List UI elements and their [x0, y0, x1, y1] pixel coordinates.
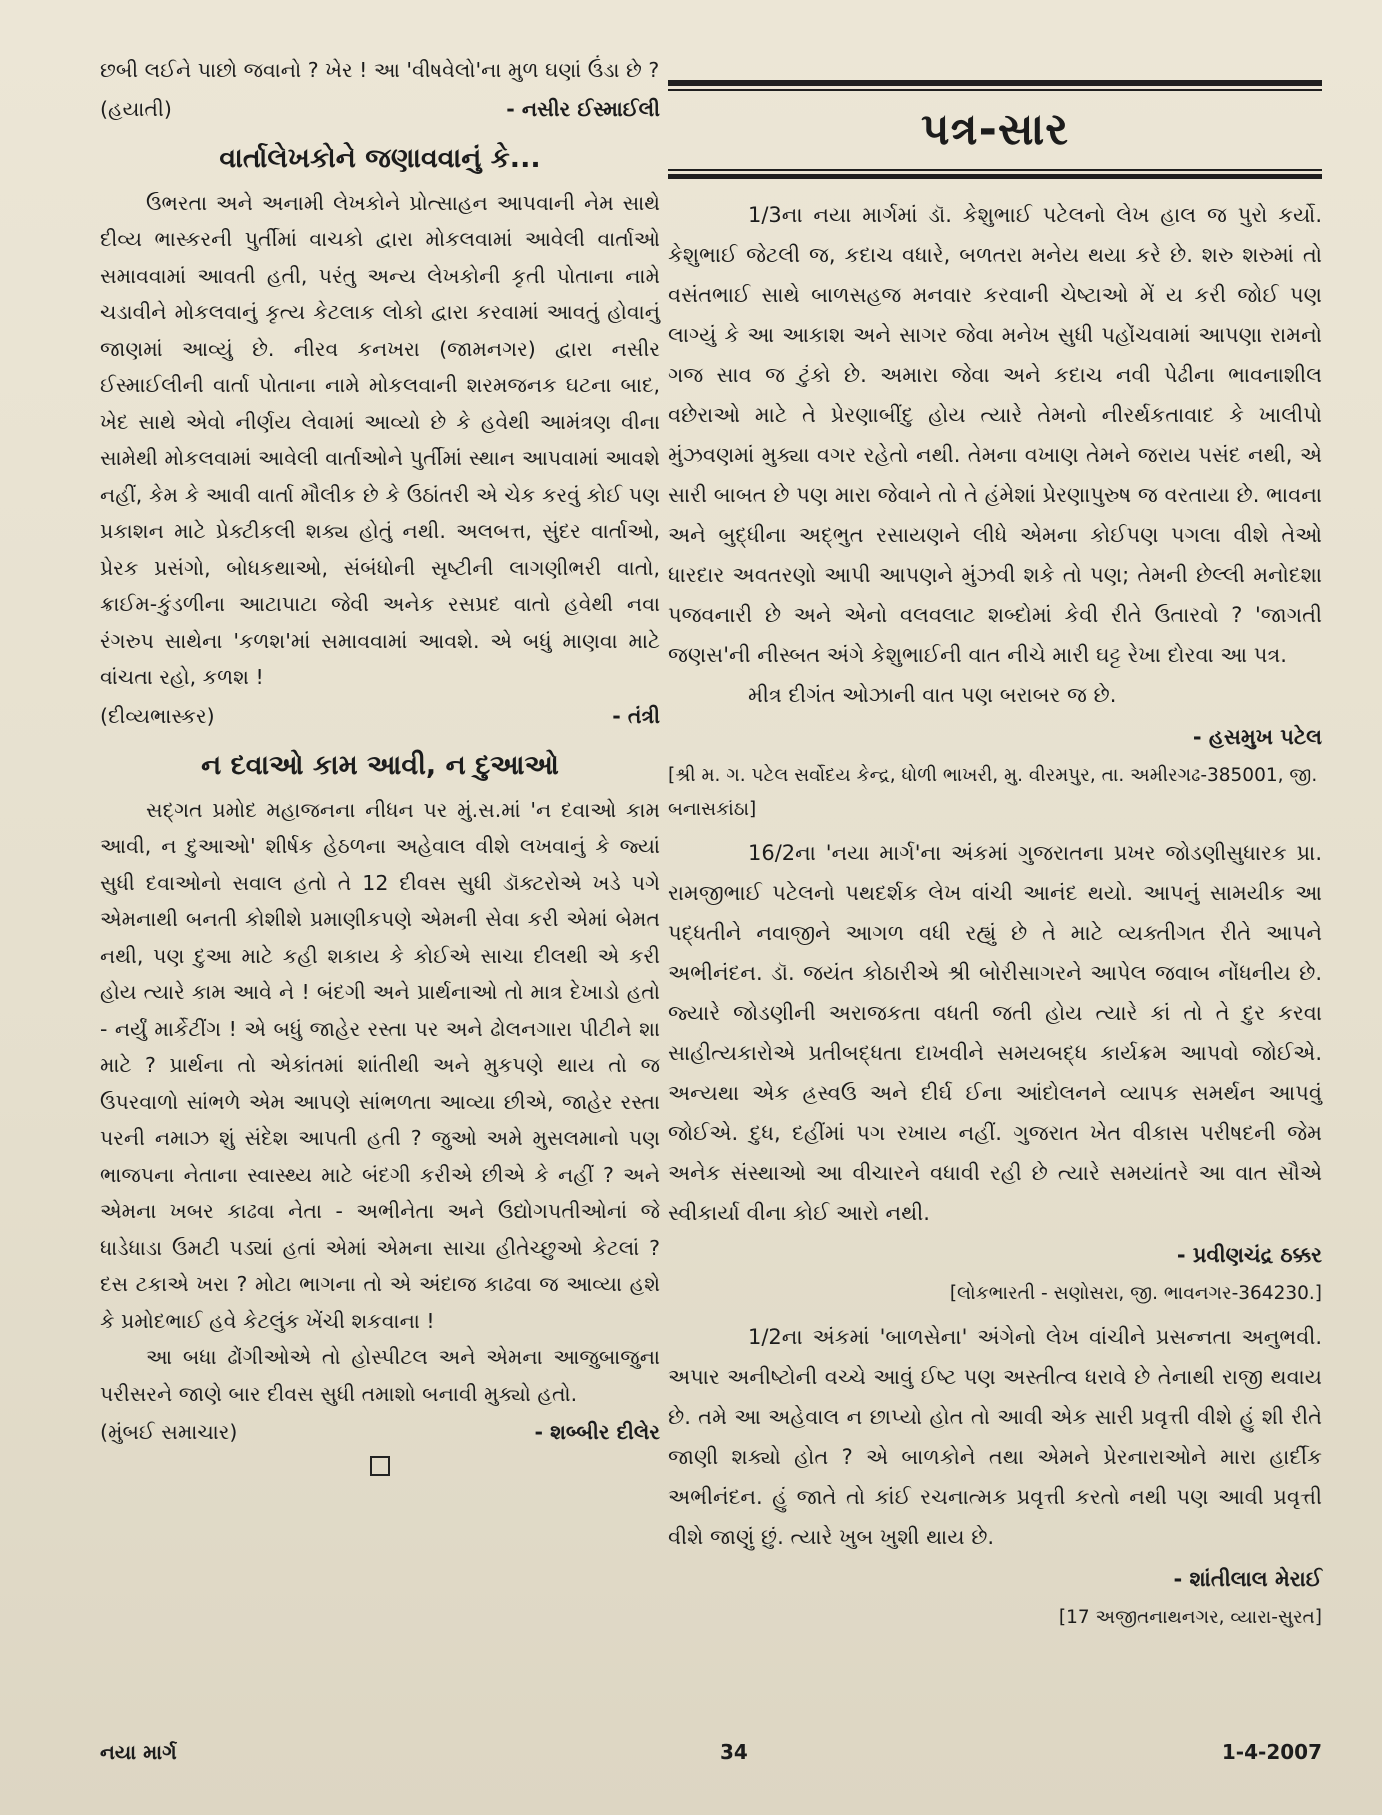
article-1-title: વાર્તાલેખકોને જણાવવાનું કે...: [219, 142, 541, 174]
page-footer: [100, 1740, 1322, 1780]
article-2-paragraph-2: આ બધા ઢોંગીઓએ તો હોસ્પીટલ અને એમના આજુબાજુના પરીસરને જાણે બાર દીવસ સુધી તમાશો બનાવી મુક્યો હતો.: [100, 1345, 660, 1406]
intro-signature-row: [100, 91, 660, 127]
letter-1-paragraph-2: મીત્ર દીગંત ઓઝાની વાત પણ બરાબર જ છે.: [748, 683, 1117, 707]
letter-3-author: - શાંતીલાલ મેરાઈ: [1173, 1567, 1322, 1591]
article-1-author: - તંત્રી: [612, 703, 660, 728]
article-2-paragraph-1: સદ્ગત પ્રમોદ મહાજનના નીધન પર મું.સ.માં 'ન દવાઓ કામ આવી, ન દુઆઓ' શીર્ષક હેઠળના અહેવાલ વીશે લખવાનું કે જ્યાં સુધી દવાઓનો સવાલ હતો તે 12 દીવસ સુધી ડૉક્ટરોએ ખડે પગે એમનાથી બનતી કોશીશે પ્રમાણીકપણે એમની સેવા કરી એમાં બેમત નથી, પણ દુઆ માટે કહી શકાય કે કોઈએ સાચા દીલથી એ કરી હોય ત્યારે કામ આવે ને ! બંદગી અને પ્રાર્થનાઓ તો માત્ર દેખાડો હતો - નર્યું માર્કેટીંગ ! એ બધું જાહેર રસ્તા પર અને ઢોલનગારા પીટીને શા માટે ? પ્રાર્થના તો એકાંતમાં શાંતીથી અને મુકપણે થાય તો જ ઉપરવાળો સાંભળે એમ આપણે સાંભળતા આવ્યા છીએ, જાહેર રસ્તા પરની નમાઝ શું સંદેશ આપતી હતી ? જુઓ અમે મુસલમાનો પણ ભાજપના નેતાના સ્વાસ્થ્ય માટે બંદગી કરીએ છીએ કે નહીં ? અને એમના ખબર કાઢવા નેતા - અભીનેતા અને ઉદ્યોગપતીઓનાં જે ધાડેધાડા ઉમટી પડ્યાં હતાં એમાં એમના સાચા હીતેચ્છુઓ કેટલાં ? દસ ટકાએ ખરા ? મોટા ભાગના તો એ અંદાજ કાઢવા જ આવ્યા હશે કે પ્રમોદભાઈ હવે કેટલુંક ખેંચી શકવાના !: [100, 797, 660, 1333]
article-1-source: (દીવ્યભાસ્કર): [100, 703, 215, 728]
intro-author: - નસીર ઈસ્માઈલી: [506, 96, 660, 121]
title-rule-bottom: [668, 174, 1322, 179]
intro-text: છબી લઈને પાછો જવાનો ? ખેર ! આ 'વીષવેલો'ના મુળ ઘણાં ઉંડા છે ?: [100, 58, 660, 82]
footer-publication: નયા માર્ગ: [100, 1740, 177, 1764]
letter-2-paragraph-1: 16/2ના 'નયા માર્ગ'ના અંકમાં ગુજરાતના પ્રખર જોડણીસુધારક પ્રા. રામજીભાઈ પટેલનો પથદર્શક લેખ વાંચી આનંદ થયો. આપનું સામયીક આ પદ્ધતીને નવાજીને આગળ વધી રહ્યું છે તે માટે વ્યક્તીગત રીતે આપને અભીનંદન. ડૉ. જયંત કોઠારીએ શ્રી બોરીસાગરને આપેલ જવાબ નોંધનીય છે. જ્યારે જોડણીની અરાજકતા વધતી જતી હોય ત્યારે કાં તો તે દુર કરવા સાહીત્યકારોએ પ્રતીબદ્ધતા દાખવીને સમયબદ્ધ કાર્યક્રમ આપવો જોઈએ. અન્યથા એક હ્રસ્વઉ અને દીર્ઘ ઈના આંદોલનને વ્યાપક સમર્થન આપવું જોઈએ. દુધ, દહીંમાં પગ રખાય નહીં. ગુજરાત ખેત વીકાસ પરીષદની જેમ અનેક સંસ્થાઓ આ વીચારને વધાવી રહી છે ત્યારે સમયાંતરે આ વાત સૌએ સ્વીકાર્યા વીના કોઈ આરો નથી.: [668, 841, 1322, 1225]
right-column: [668, 80, 1322, 1641]
letter-1-paragraph-1: 1/3ના નયા માર્ગમાં ડૉ. કેશુભાઈ પટેલનો લેખ હાલ જ પુરો કર્યો. કેશુભાઈ જેટલી જ, કદાચ વધારે, બળતરા મનેય થયા કરે છે. શરુ શરુમાં તો વસંતભાઈ સાથે બાળસહજ મનવાર કરવાની ચેષ્ટાઓ મેં ય કરી જોઈ પણ લાગ્યું કે આ આકાશ અને સાગર જેવા મનેખ સુધી પહોંચવામાં આપણા રામનો ગજ સાવ જ ટુંકો છે. અમારા જેવા અને કદાચ નવી પેઢીના ભાવનાશીલ વછેરાઓ માટે તે પ્રેરણાબીંદુ હોય ત્યારે તેમનો નીરર્થકતાવાદ કે ખાલીપો મુંઝવણમાં મુક્યા વગર રહેતો નથી. તેમના વખાણ તેમને જરાય પસંદ નથી, એ સારી બાબત છે પણ મારા જેવાને તો તે હંમેશાં પ્રેરણાપુરુષ જ વરતાયા છે. ભાવના અને બુદ્ધીના અદ્ભુત રસાયણને લીધે એમના કોઈપણ પગલા વીશે તેઓ ધારદાર અવતરણો આપી આપણને મુંઝવી શકે તો પણ; તેમની છેલ્લી મનોદશા પજવનારી છે અને એનો વલવલાટ શબ્દોમાં કેવી રીતે ઉતારવો ? 'જાગતી જણસ'ની નીસ્બત અંગે કેશુભાઈની વાત નીચે મારી ઘટ્ટ રેખા દોરવા આ પત્ર.: [668, 203, 1322, 667]
article-1-signature-row: [100, 698, 660, 734]
letter-3-paragraph-1: 1/2ના અંકમાં 'બાળસેના' અંગેનો લેખ વાંચીને પ્રસન્નતા અનુભવી. અપાર અનીષ્ટોની વચ્ચે આવું ઈષ્ટ પણ અસ્તીત્વ ધરાવે છે તેનાથી રાજી થવાય છે. તમે આ અહેવાલ ન છાપ્યો હોત તો આવી એક સારી પ્રવૃત્તી વીશે હું શી રીતે જાણી શક્યો હોત ? એ બાળકોને તથા એમને પ્રેરનારાઓને મારા હાર્દીક અભીનંદન. હું જાતે તો કાંઈ રચનાત્મક પ્રવૃત્તી કરતો નથી પણ આવી પ્રવૃત્તી વીશે જાણું છું. ત્યારે ખુબ ખુશી થાય છે.: [668, 1325, 1322, 1549]
letter-1-author: - હસમુખ પટેલ: [1192, 725, 1322, 749]
article-2-source: (મુંબઈ સમાચાર): [100, 1420, 238, 1444]
letter-2-address: [લોકભારતી - સણોસરા, જી. ભાવનગર-364230.]: [949, 1283, 1322, 1304]
section-title: પત્ર-સાર: [920, 104, 1070, 155]
title-rule-top: [668, 80, 1322, 86]
footer-date: 1-4-2007: [1221, 1740, 1322, 1764]
article-2-author: - શબ્બીર દીલેર: [534, 1420, 660, 1444]
article-2-title: ન દવાઓ કામ આવી, ન દુઆઓ: [201, 749, 559, 781]
letter-1-address: [શ્રી મ. ગ. પટેલ સર્વોદય કેન્દ્ર, ધોળી ભાખરી, મુ. વીરમપુર, તા. અમીરગઢ-385001, જી. બનાસકાંઠા]: [668, 765, 1318, 820]
footer-page-number: 34: [720, 1740, 748, 1764]
letter-3-address: [17 અજીતનાથનગર, વ્યારા-સુરત]: [1058, 1607, 1322, 1628]
left-column: [100, 52, 660, 1476]
title-rule-bottom-thin: [668, 169, 1322, 171]
end-mark-box-icon: [370, 1456, 390, 1476]
letter-2-author: - પ્રવીણચંદ્ર ઠક્કર: [1176, 1243, 1322, 1267]
article-1-body: ઉભરતા અને અનામી લેખકોને પ્રોત્સાહન આપવાની નેમ સાથે દીવ્ય ભાસ્કરની પુર્તીમાં વાચકો દ્વારા મોકલવામાં આવેલી વાર્તાઓ સમાવવામાં આવતી હતી, પરંતુ અન્ય લેખકોની કૃતી પોતાના નામે ચડાવીને મોકલવાનું કૃત્ય કેટલાક લોકો દ્વારા કરવામાં આવતું હોવાનું જાણમાં આવ્યું છે. નીરવ કનખરા (જામનગર) દ્વારા નસીર ઈસ્માઈલીની વાર્તા પોતાના નામે મોકલવાની શરમજનક ઘટના બાદ, ખેદ સાથે એવો નીર્ણય લેવામાં આવ્યો છે કે હવેથી આમંત્રણ વીના સામેથી મોકલવામાં આવેલી વાર્તાઓને પુર્તીમાં સ્થાન આપવામાં આવશે નહીં, કેમ કે આવી વાર્તા મૌલીક છે કે ઉઠાંતરી એ ચેક કરવું કોઈ પણ પ્રકાશન માટે પ્રેક્ટીકલી શક્ય હોતું નથી. અલબત્ત, સુંદર વાર્તાઓ, પ્રેરક પ્રસંગો, બોધકથાઓ, સંબંધોની સૃષ્ટીની લાગણીભરી વાતો, ક્રાઈમ-કુંડળીના આટાપાટા જેવી અનેક રસપ્રદ વાતો હવેથી નવા રંગરુપ સાથેના 'કળશ'માં સમાવવામાં આવશે. એ બધું માણવા માટે વાંચતા રહો, કળશ !: [100, 190, 660, 689]
article-2-signature-row: [100, 1414, 660, 1450]
intro-source: (હયાતી): [100, 96, 172, 121]
